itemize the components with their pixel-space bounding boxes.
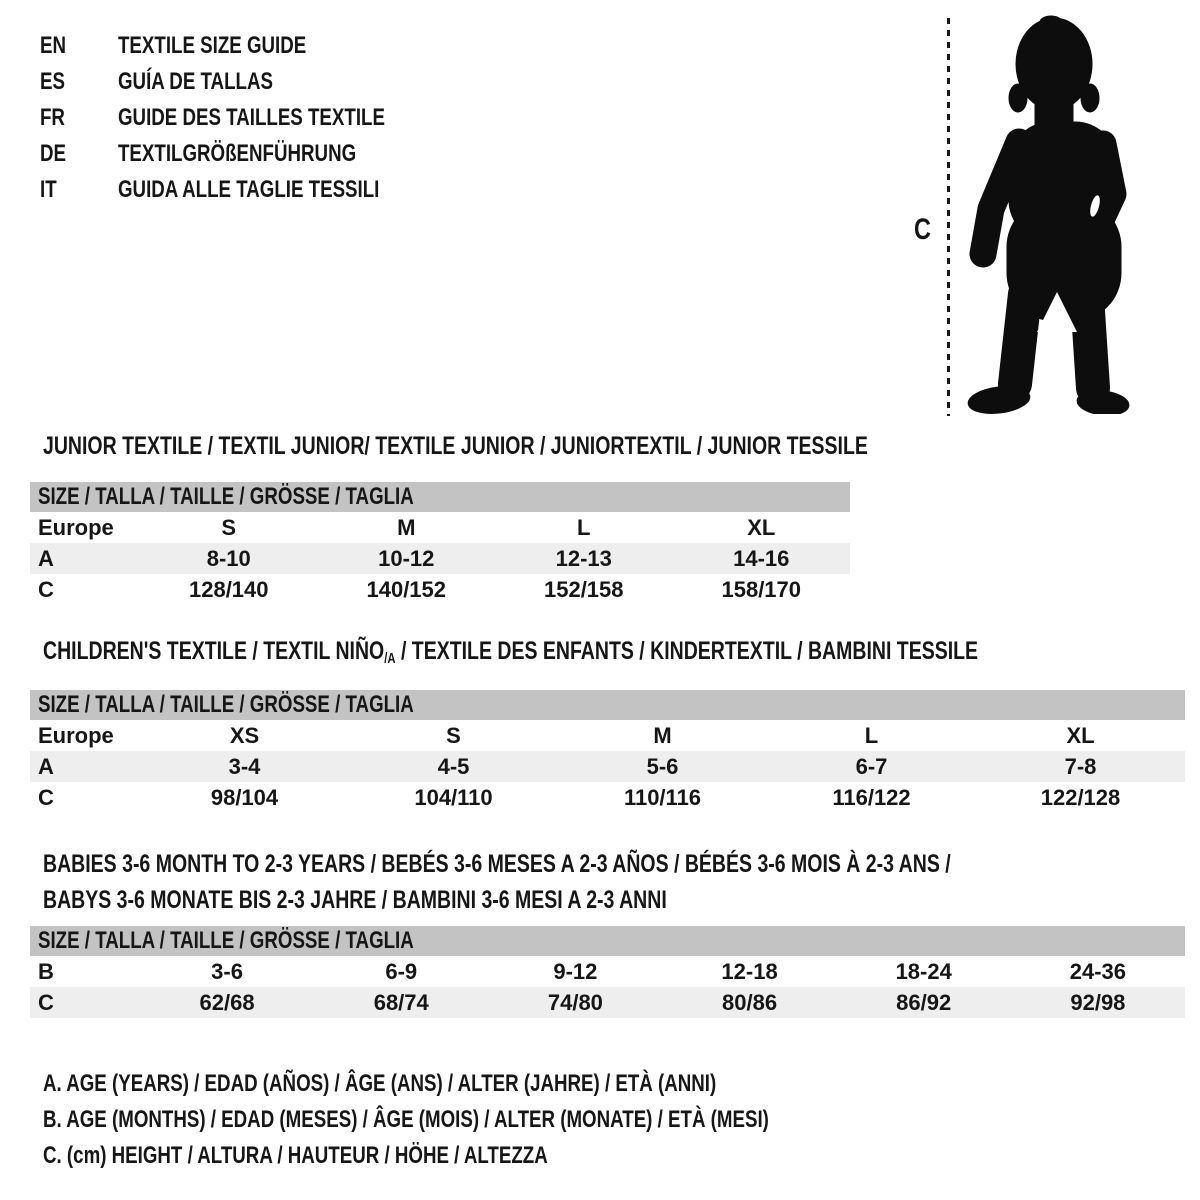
language-code [40,104,118,132]
size-header-bar [30,482,850,512]
size-cell: 18-24 [895,958,952,984]
children-size-table [30,690,1185,813]
row-label: A [30,543,140,574]
language-code [40,176,118,204]
table-row [30,512,850,543]
size-header-text: SIZE / TALLA / TAILLE / GRÖSSE / TAGLIA [38,483,414,510]
legend-line-age-years [43,1066,974,1102]
language-code-text: IT [40,176,57,203]
size-header-bar [30,690,1185,720]
size-cell: 14-16 [673,543,851,574]
language-code [40,68,118,96]
size-cell: 122/128 [1040,784,1121,810]
size-cell: L [577,514,591,540]
size-cell: S [221,514,237,540]
children-heading-subscript: /A [384,651,396,667]
language-title-text: GUIDA ALLE TAGLIE TESSILI [118,176,380,203]
children-heading-text [43,638,978,669]
size-cell: 158/170 [721,576,802,602]
legend-line-height-cm [43,1138,974,1174]
size-cell: XS [229,722,260,748]
table-row [30,720,1185,751]
babies-size-table [30,926,1185,1018]
size-cell: 152/158 [543,576,624,602]
size-cell: 4-5 [349,751,558,782]
language-code-text: EN [40,32,67,59]
size-cell: 6-7 [767,751,976,782]
language-title [118,32,359,60]
size-cell: 80/86 [662,987,836,1018]
legend-line-age-months [43,1102,974,1138]
size-header-bar [30,926,1185,956]
size-header-text: SIZE / TALLA / TAILLE / GRÖSSE / TAGLIA [38,691,414,718]
language-row [40,28,460,64]
language-code [40,140,118,168]
row-label: B [38,958,54,984]
height-measure-label [914,213,936,247]
size-cell: 6-9 [385,958,418,984]
language-title-text: TEXTILE SIZE GUIDE [118,32,307,59]
size-cell: 104/110 [414,784,493,810]
babies-heading-line2: BABYS 3-6 MONATE BIS 2-3 JAHRE / BAMBINI 3-6 MESI A 2-3 ANNI [43,886,667,914]
size-cell: 116/122 [832,784,911,810]
row-label: C [30,987,140,1018]
junior-size-table [30,482,850,605]
size-cell: 74/80 [488,987,662,1018]
language-header [40,28,460,208]
size-cell: M [397,514,416,540]
language-code-text: DE [40,140,67,167]
language-title [118,68,317,96]
table-row [30,956,1185,987]
size-cell: 24-36 [1069,958,1127,984]
size-header-text: SIZE / TALLA / TAILLE / GRÖSSE / TAGLIA [38,927,414,954]
size-cell: XL [747,514,776,540]
size-cell: 8-10 [140,543,318,574]
legend-line-text: C. (cm) HEIGHT / ALTURA / HAUTEUR / HÖHE / ALTEZZA [43,1142,548,1169]
row-label: A [30,751,140,782]
size-cell: 92/98 [1011,987,1185,1018]
language-code-text: ES [40,68,65,95]
legend-line-text: B. AGE (MONTHS) / EDAD (MESES) / ÂGE (MOIS) / ALTER (MONATE) / ETÀ (MESI) [43,1106,769,1133]
size-cell: 128/140 [188,576,269,602]
table-row [30,751,1185,782]
size-cell: L [864,722,879,748]
size-cell: 12-18 [721,958,778,984]
size-cell: 12-13 [495,543,673,574]
language-code [40,32,118,60]
language-title-text: GUÍA DE TALLAS [118,68,273,95]
height-measure-dashed-line [947,18,950,416]
table-row [30,782,1185,813]
language-title [118,176,453,204]
language-row [40,64,460,100]
size-cell: S [446,722,461,748]
children-heading-post: / TEXTILE DES ENFANTS / KINDERTEXTIL / BAMBINI TESSILE [395,637,979,665]
language-title-text: GUIDE DES TAILLES TEXTILE [118,104,385,131]
height-measure-label-text: C [914,213,931,246]
junior-section-heading [43,433,1101,460]
row-label: Europe [38,514,114,540]
size-cell: 5-6 [558,751,767,782]
children-section-heading [43,638,1200,669]
size-cell: 110/116 [623,784,702,810]
size-cell: 68/74 [314,987,488,1018]
babies-heading-line1: BABIES 3-6 MONTH TO 2-3 YEARS / BEBÉS 3-6 MESES A 2-3 AÑOS / BÉBÉS 3-6 MOIS À 2-3 ANS / [43,850,951,878]
table-row [30,574,850,605]
size-cell: 7-8 [976,751,1185,782]
language-row [40,100,460,136]
legend-line-text: A. AGE (YEARS) / EDAD (AÑOS) / ÂGE (ANS) / ALTER (JAHRE) / ETÀ (ANNI) [43,1070,717,1097]
language-title [118,140,423,168]
babies-section-heading [43,846,1200,918]
size-cell: 140/152 [366,576,447,602]
language-row [40,172,460,208]
row-label: Europe [38,722,114,748]
language-title-text: TEXTILGRÖßENFÜHRUNG [118,140,357,167]
row-label: C [38,784,54,810]
size-cell: 9-12 [553,958,598,984]
children-heading-pre: CHILDREN'S TEXTILE / TEXTIL NIÑO [43,637,385,665]
measurement-legend [43,1066,974,1174]
language-code-text: FR [40,104,65,131]
size-cell: 10-12 [318,543,496,574]
size-cell: 3-6 [211,958,243,984]
language-row [40,136,460,172]
size-cell: M [653,722,672,748]
size-cell: 86/92 [837,987,1011,1018]
junior-heading-text: JUNIOR TEXTILE / TEXTIL JUNIOR/ TEXTILE JUNIOR / JUNIORTEXTIL / JUNIOR TESSILE [43,432,868,460]
row-label: C [38,576,54,602]
size-cell: 3-4 [140,751,349,782]
toddler-silhouette-icon [963,14,1133,414]
table-row [30,543,850,574]
size-cell: XL [1066,722,1095,748]
table-row [30,987,1185,1018]
size-cell: 62/68 [140,987,314,1018]
size-cell: 98/104 [210,784,279,810]
language-title [118,104,460,132]
